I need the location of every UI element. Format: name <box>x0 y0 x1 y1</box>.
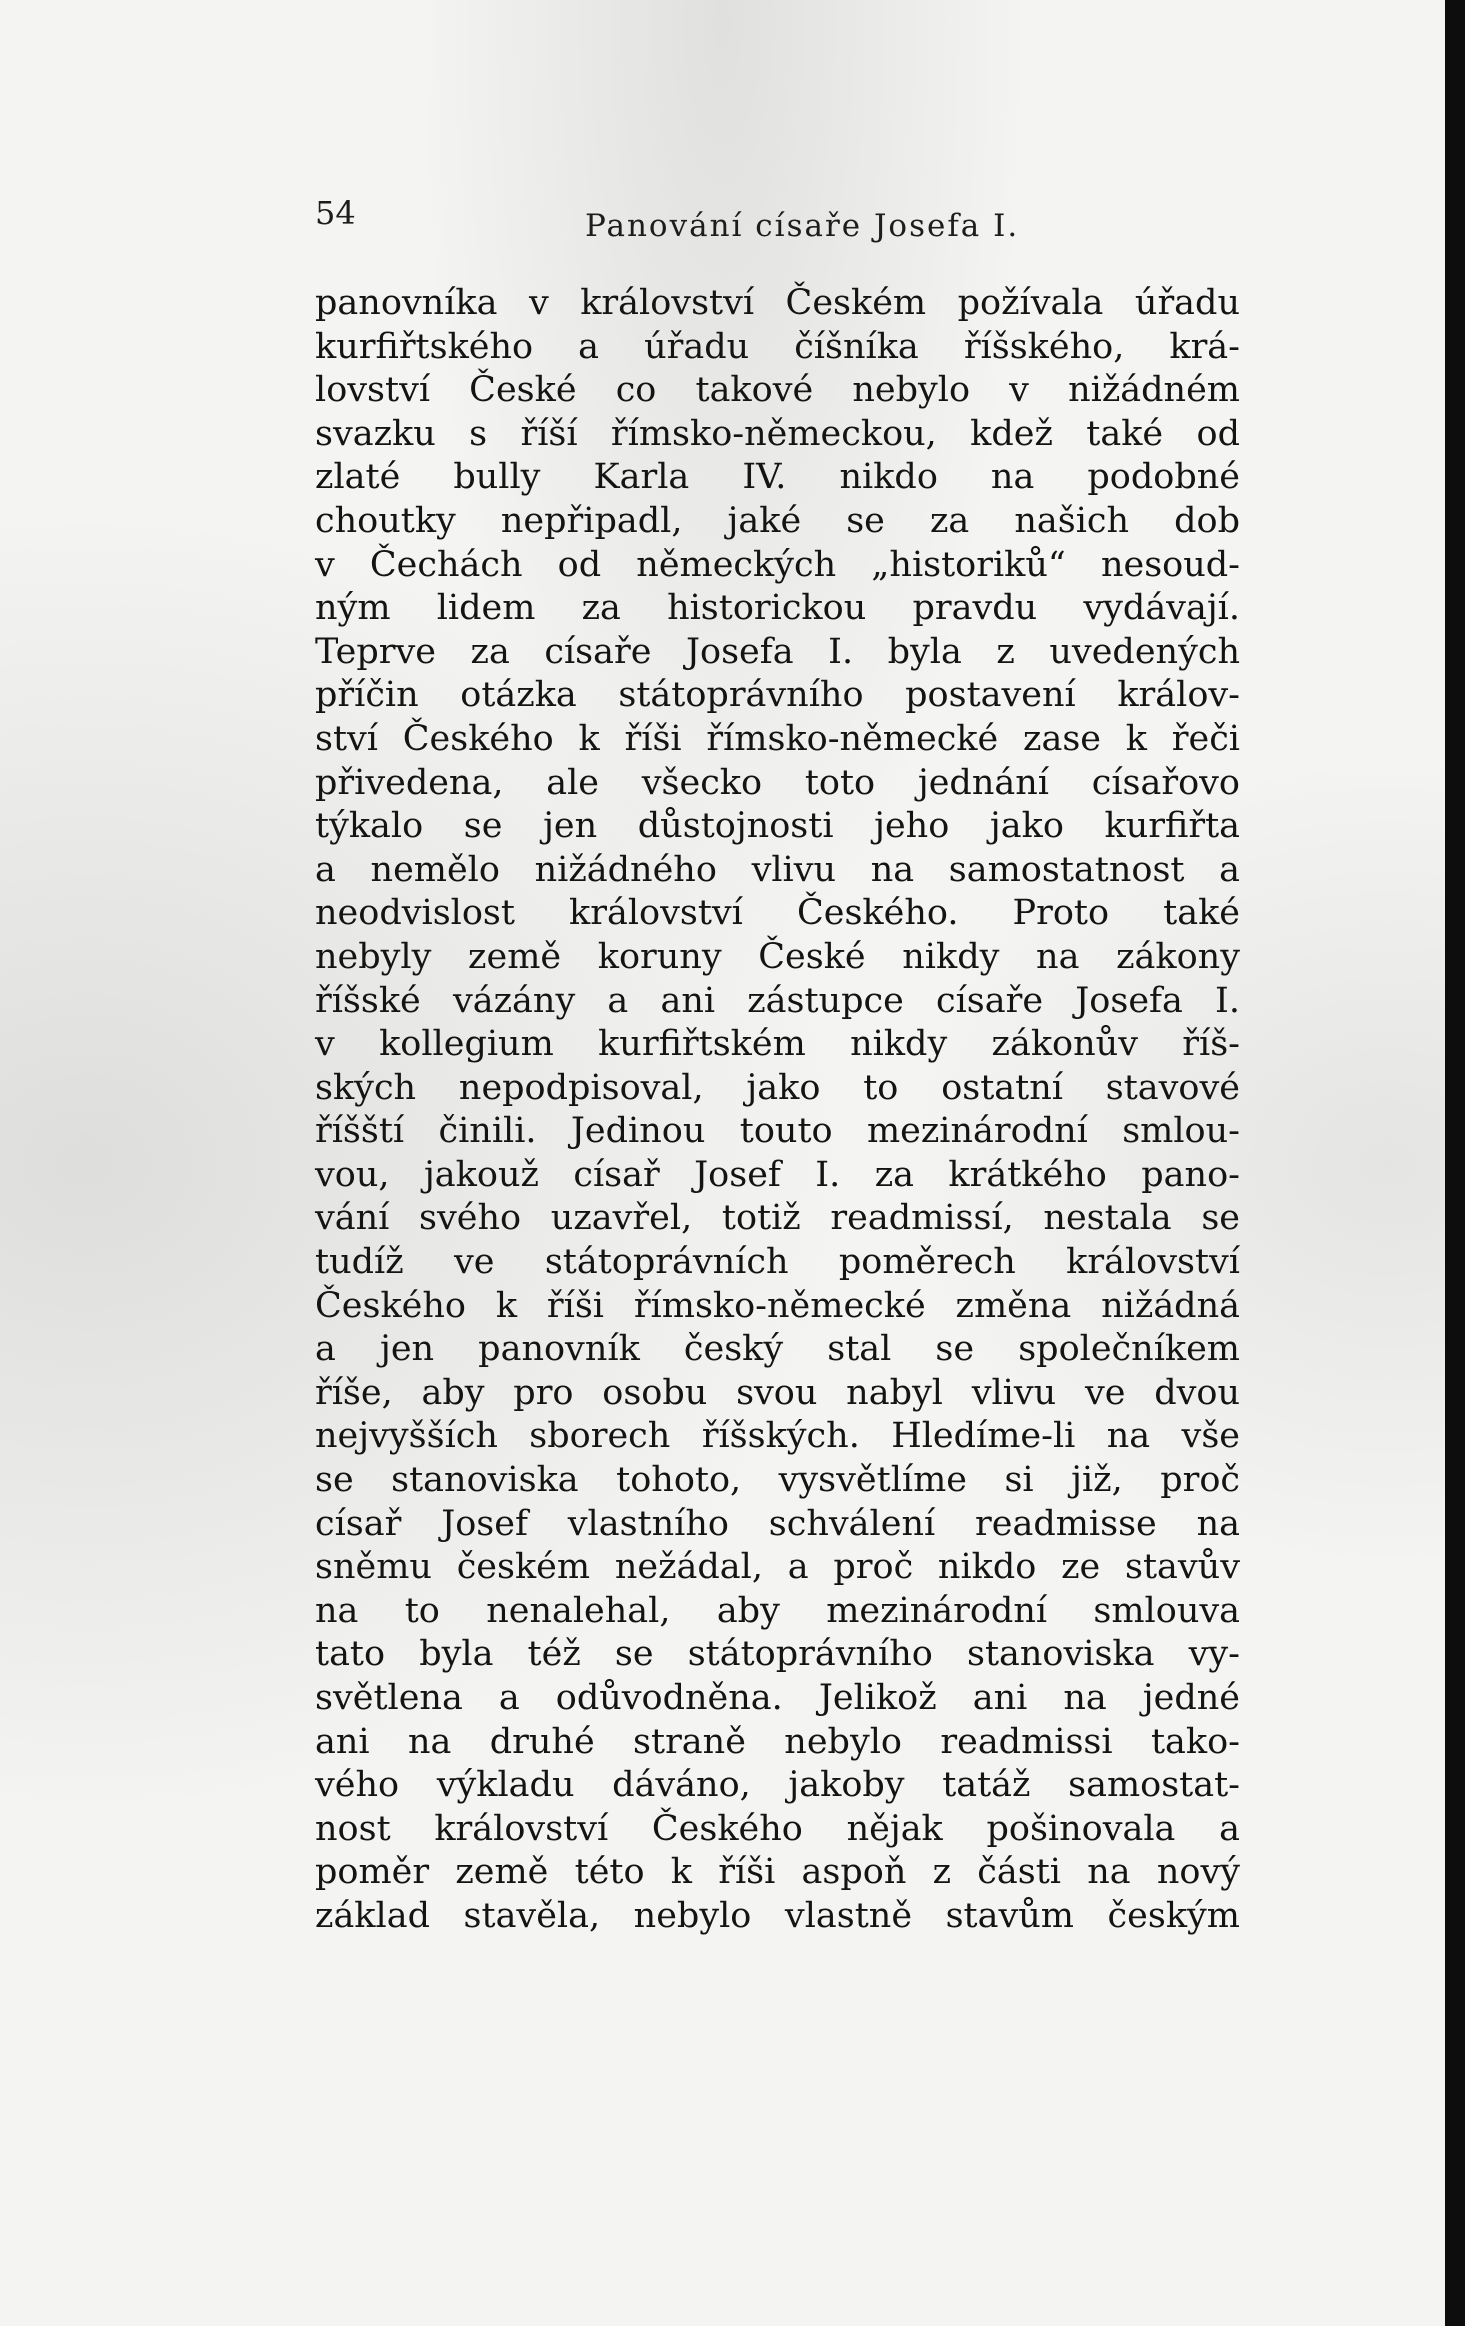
text-line: ství Českého k říši římsko-německé zase k řeči <box>315 718 1240 759</box>
text-line: císař Josef vlastního schválení readmisse na <box>315 1503 1240 1544</box>
text-line: říše, aby pro osobu svou nabyl vlivu ve dvou <box>315 1372 1240 1413</box>
text-line: nost království Českého nějak pošinovala a <box>315 1808 1240 1849</box>
text-line: sněmu českém nežádal, a proč nikdo ze stavův <box>315 1547 1240 1588</box>
text-line: Českého k říši římsko-německé změna nižádná <box>315 1285 1240 1326</box>
body-text <box>315 282 1240 1939</box>
text-line: ských nepodpisoval, jako to ostatní stavové <box>315 1067 1240 1108</box>
text-line: v Čechách od německých „historiků“ nesoud- <box>315 544 1240 585</box>
running-head: Panování císaře Josefa I. <box>585 208 1020 244</box>
text-line: se stanoviska tohoto, vysvětlíme si již, proč <box>315 1460 1240 1501</box>
text-line: tudíž ve státoprávních poměrech království <box>315 1242 1240 1283</box>
text-line: a nemělo nižádného vlivu na samostatnost a <box>315 849 1240 890</box>
text-line: neodvislost království Českého. Proto také <box>315 893 1240 934</box>
text-line: svazku s říší římsko-německou, kdež také od <box>315 413 1240 454</box>
text-line: světlena a odůvodněna. Jelikož ani na jedné <box>315 1678 1240 1718</box>
page-header <box>315 190 1240 252</box>
text-line: ani na druhé straně nebylo readmissi tako- <box>315 1721 1240 1762</box>
scan-border <box>1445 0 1465 2326</box>
text-line: týkalo se jen důstojnosti jeho jako kurfiřta <box>315 806 1240 847</box>
text-line: lovství České co takové nebylo v nižádném <box>315 370 1240 411</box>
text-line: panovníka v království Českém požívala úřadu <box>315 283 1240 323</box>
text-line: a jen panovník český stal se společníkem <box>315 1329 1240 1370</box>
text-line: vou, jakouž císař Josef I. za krátkého pano- <box>315 1154 1240 1195</box>
text-line: kurfiřtského a úřadu číšníka říšského, krá- <box>315 326 1240 367</box>
text-line: poměr země této k říši aspoň z části na nový <box>315 1852 1240 1893</box>
book-page <box>315 190 1240 1936</box>
text-line: choutky nepřipadl, jaké se za našich dob <box>315 500 1240 541</box>
page-number: 54 <box>315 194 356 232</box>
text-line: příčin otázka státoprávního postavení králov- <box>315 675 1240 716</box>
text-line: zlaté bully Karla IV. nikdo na podobné <box>315 457 1240 498</box>
text-line: vého výkladu dáváno, jakoby tatáž samostat- <box>315 1765 1240 1806</box>
text-line: přivedena, ale všecko toto jednání císařovo <box>315 762 1240 803</box>
text-line: základ stavěla, nebylo vlastně stavům českým <box>315 1895 1240 1936</box>
text-line: Teprve za císaře Josefa I. byla z uvedených <box>315 631 1240 672</box>
text-line: vání svého uzavřel, totiž readmissí, nestala se <box>315 1198 1240 1239</box>
text-line: nebyly země koruny České nikdy na zákony <box>315 936 1240 977</box>
text-line: na to nenalehal, aby mezinárodní smlouva <box>315 1590 1240 1631</box>
text-line: ným lidem za historickou pravdu vydávají. <box>315 588 1240 629</box>
text-line: tato byla též se státoprávního stanoviska vy- <box>315 1634 1240 1675</box>
text-line: říšští činili. Jedinou touto mezinárodní smlou- <box>315 1111 1240 1152</box>
scan-margin <box>1465 0 1475 2326</box>
text-line: v kollegium kurfiřtském nikdy zákonův říš- <box>315 1024 1240 1065</box>
text-line: říšské vázány a ani zástupce císaře Josefa I. <box>315 980 1240 1021</box>
text-line: nejvyšších sborech říšských. Hledíme-li na vše <box>315 1416 1240 1457</box>
